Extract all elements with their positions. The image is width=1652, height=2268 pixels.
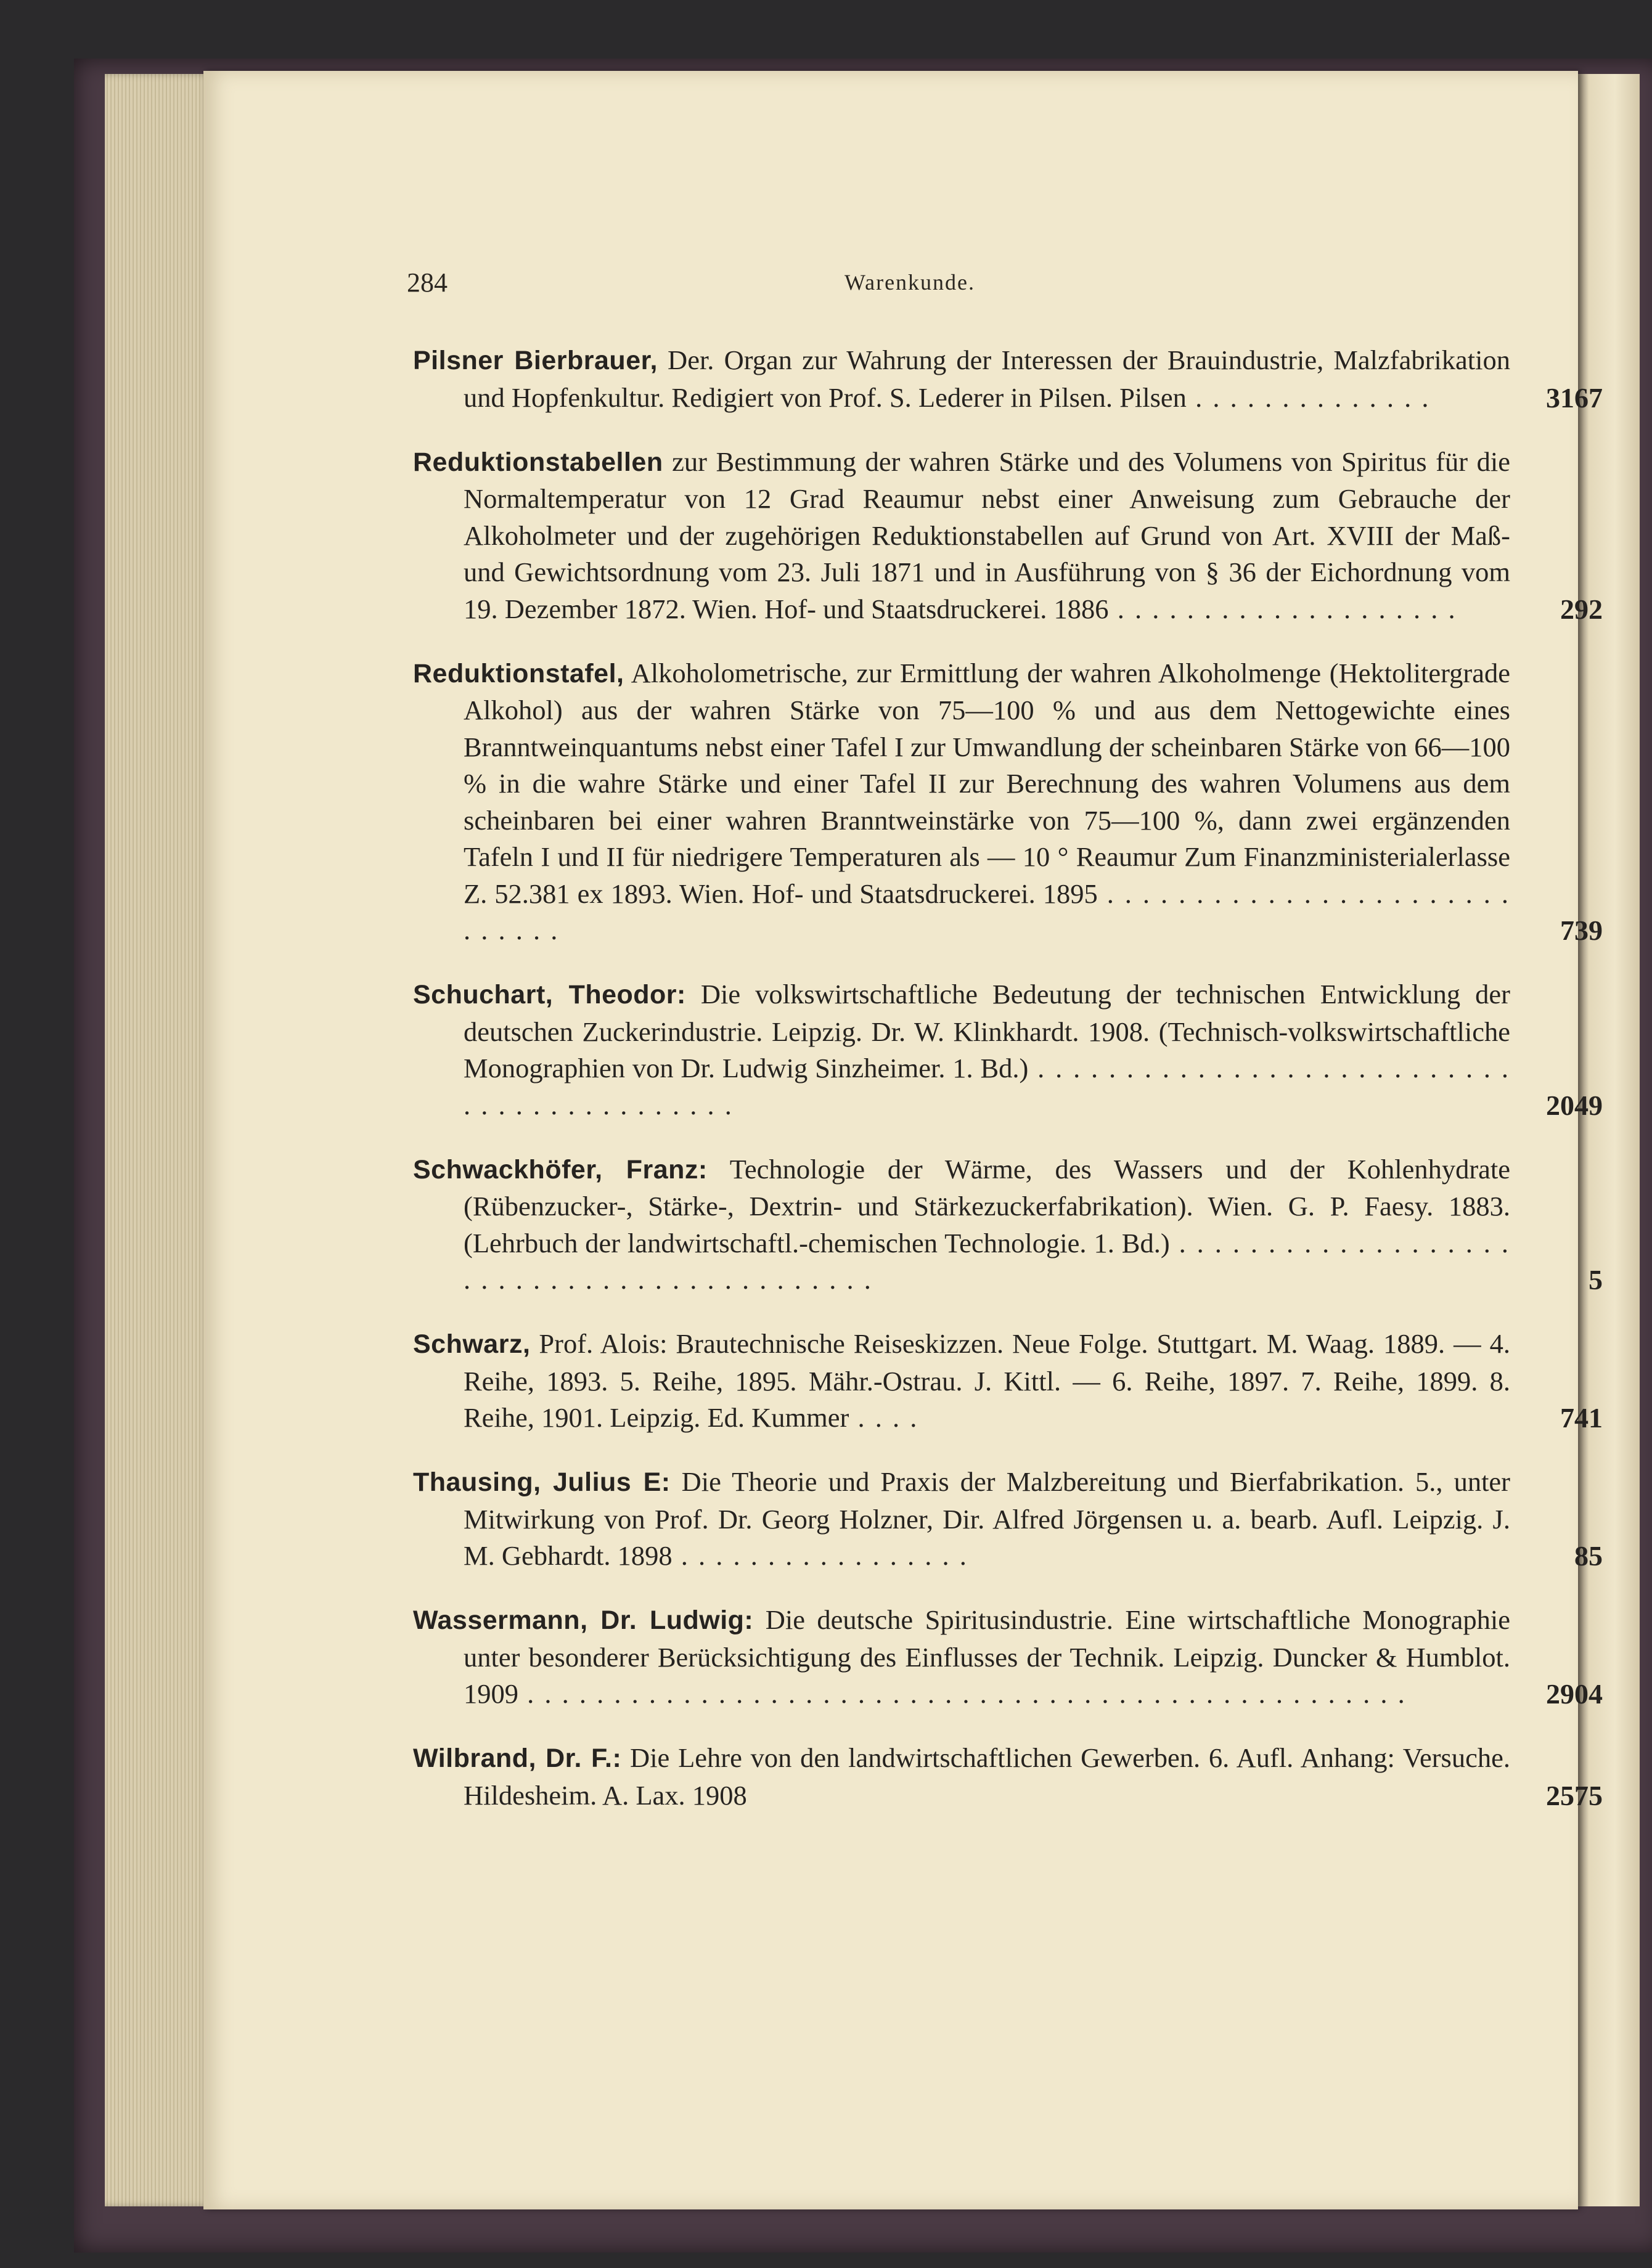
entry-text: Technologie der Wärme, des Wassers und der Kohlenhydrate (Rübenzucker-, Stärke-, Dextrin- und Stärkezuckerfabrikation). Wien. G. P. Faesy. 1883. (Lehrbuch der landwirtschaftl.-chemischen Technologie. 1. Bd.) (464, 1153, 1511, 1258)
catalog-entry (413, 1602, 1603, 1713)
entry-number: 2904 (1546, 1678, 1603, 1710)
catalog-entry (413, 976, 1603, 1124)
entry-text: zur Bestimmung der wahren Stärke und des Volumens von Spiritus für die Normaltemperatur von 12 Grad Reaumur nebst einer Anweisung zum Gebrauche der Alkoholmeter und der zugehörigen Reduktionstabellen auf Grund von Art. XVIII der Maß- und Gewichtsordnung vom 23. Juli 1871 und in Ausführung von § 36 der Eichordnung vom 19. Dezember 1872. Wien. Hof- und Staatsdruckerei. 1886 (464, 446, 1510, 624)
page-header (203, 267, 1578, 304)
entry-title: Wilbrand, Dr. F.: (413, 1744, 622, 1773)
entry-number: 5 (1589, 1264, 1603, 1295)
entry-number: 739 (1560, 915, 1603, 946)
entry-title: Reduktionstabellen (413, 447, 663, 477)
catalog-entries (413, 342, 1603, 1818)
book-page (203, 71, 1603, 2209)
entry-title: Schuchart, Theodor: (413, 980, 686, 1010)
entry-number: 85 (1574, 1540, 1603, 1572)
entry-text: Die volkswirtschaftliche Bedeutung der technischen Entwicklung der deutschen Zuckerindustrie. Leipzig. Dr. W. Klinkhardt. 1908. (Technisch-volkswirtschaftliche Monographien von Dr. Ludwig Sinzheimer. 1. Bd.) (464, 979, 1511, 1083)
catalog-entry (413, 1740, 1603, 1814)
entry-title: Pilsner Bierbrauer, (413, 346, 658, 375)
entry-title: Reduktionstafel, (413, 658, 624, 688)
entry-text: Der. Organ zur Wahrung der Interessen der Brauindustrie, Malzfabrikation und Hopfenkultur. Redigiert von Prof. S. Lederer in Pilsen. Pilsen (464, 345, 1510, 413)
catalog-entry (413, 655, 1603, 949)
leader-dots: . . . . . . . . . . . . . . . . . . . . . . . . . . . . . . . . . . . . . . . . . . . (464, 1053, 1510, 1120)
entry-number: 292 (1560, 593, 1603, 625)
entry-title: Wassermann, Dr. Ludwig: (413, 1605, 754, 1635)
catalog-entry (413, 1326, 1603, 1437)
running-head: Warenkunde. (844, 270, 976, 295)
entry-text: Die deutsche Spiritusindustrie. Eine wirtschaftliche Monographie unter besonderer Berücksichtigung des Einflusses der Technik. Leipzig. Duncker & Humblot. 1909 (464, 1604, 1511, 1709)
entry-text: Alkoholometrische, zur Ermittlung der wahren Alkoholmenge (Hektolitergrade Alkohol) aus der wahren Stärke von 75—100 % und aus dem Nettogewichte eines Branntweinquantums nebst einer Tafel I zur Umwandlung der scheinbaren Stärke von 66—100 % in die wahre Stärke und einer Tafel II zur Berechnung des wahren Volumens aus dem scheinbaren bei einer wahren Branntweinstärke von 75—100 %, dann zwei ergänzenden Tafeln I und II für niedrigere Temperaturen als — 10 ° Reaumur Zum Finanzministerialerlasse Z. 52.381 ex 1893. Wien. Hof- und Staatsdruckerei. 1895 (464, 657, 1510, 909)
leader-dots: . . . . . . . . . . . . . . . . . (672, 1540, 968, 1571)
catalog-entry (413, 1151, 1603, 1299)
entry-title: Thausing, Julius E: (413, 1467, 671, 1497)
catalog-entry (413, 1464, 1603, 1575)
leader-dots: . . . . . . . . . . . . . . . . . . . . . . . . . . . . . (464, 878, 1511, 945)
leader-dots: . . . . . . . . . . . . . . . . . . . . . . . . . . . . . . . . . . . . . . . . . . . . . . . . . . . (518, 1678, 1407, 1709)
page-number: 284 (407, 267, 448, 298)
entry-text: Die Theorie und Praxis der Malzbereitung und Bierfabrikation. 5., unter Mitwirkung von Prof. Dr. Georg Holzner, Dir. Alfred Jörgensen u. a. bearb. Aufl. Leipzig. J. M. Gebhardt. 1898 (464, 1466, 1511, 1571)
entry-title: Schwarz, (413, 1329, 531, 1359)
leader-dots: . . . . (849, 1402, 919, 1433)
entry-title: Schwackhöfer, Franz: (413, 1154, 708, 1185)
entry-text: Prof. Alois: Brautechnische Reiseskizzen. Neue Folge. Stuttgart. M. Waag. 1889. — 4. Reihe, 1893. 5. Reihe, 1895. Mähr.-Ostrau. J. Kittl. — 6. Reihe, 1897. 7. Reihe, 1899. 8. Reihe, 1901. Leipzig. Ed. Kummer (464, 1328, 1510, 1433)
entry-number: 2049 (1546, 1089, 1603, 1121)
catalog-entry (413, 444, 1603, 628)
entry-number: 741 (1560, 1402, 1603, 1434)
leader-dots: . . . . . . . . . . . . . . . . . . . . (1108, 593, 1457, 624)
catalog-entry (413, 342, 1603, 416)
leader-dots: . . . . . . . . . . . . . . . . . . . . . . . . . . . . . . . . . . . . . . . . . . . (464, 1227, 1510, 1295)
entry-text: Die Lehre von den landwirtschaftlichen Gewerben. 6. Aufl. Anhang: Versuche. Hildesheim. A. Lax. 1908 (464, 1742, 1510, 1811)
leader-dots: . . . . . . . . . . . . . . (1186, 381, 1431, 413)
entry-number: 3167 (1546, 381, 1603, 414)
entry-number: 2575 (1546, 1779, 1603, 1811)
